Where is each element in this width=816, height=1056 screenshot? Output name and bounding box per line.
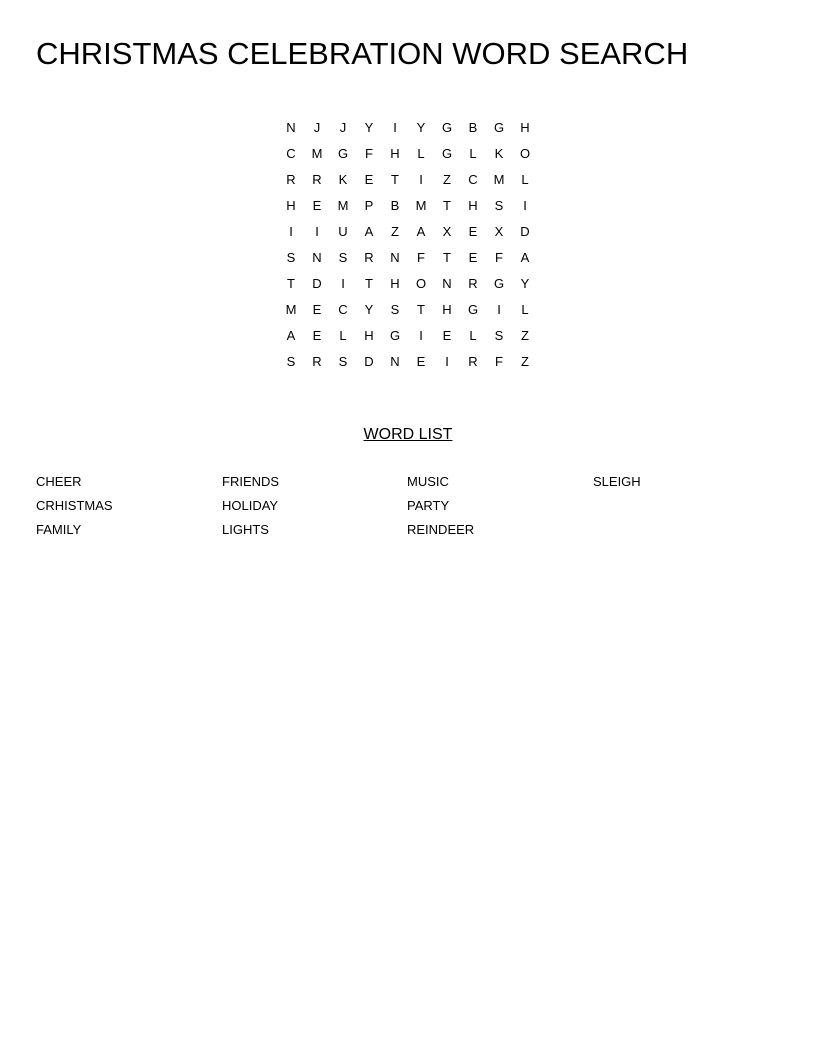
grid-letter: B xyxy=(468,120,478,135)
grid-row xyxy=(278,297,538,323)
grid-letter: E xyxy=(312,198,322,213)
grid-letter: G xyxy=(337,146,349,161)
grid-letter: X xyxy=(494,224,504,239)
grid-letter: K xyxy=(494,146,504,161)
grid-letter: G xyxy=(467,302,479,317)
grid-letter: Y xyxy=(416,120,426,135)
grid-letter: G xyxy=(441,120,453,135)
grid-letter: L xyxy=(417,146,425,161)
grid-letter: H xyxy=(390,146,400,161)
grid-letter: F xyxy=(365,146,373,161)
grid-letter: F xyxy=(495,354,503,369)
grid-letter: S xyxy=(338,250,348,265)
grid-letter: O xyxy=(519,146,531,161)
grid-letter: Z xyxy=(521,328,529,343)
grid-letter: L xyxy=(469,328,477,343)
grid-letter: M xyxy=(493,172,505,187)
grid-letter: R xyxy=(468,276,478,291)
grid-letter: R xyxy=(286,172,296,187)
grid-row xyxy=(278,193,538,219)
grid-letter: C xyxy=(286,146,296,161)
grid-letter: P xyxy=(364,198,374,213)
grid-letter: I xyxy=(419,172,423,187)
grid-letter: H xyxy=(364,328,374,343)
grid-letter: N xyxy=(390,250,400,265)
grid-letter: L xyxy=(521,302,529,317)
grid-letter: S xyxy=(286,250,296,265)
grid-letter: T xyxy=(365,276,373,291)
grid-letter: A xyxy=(520,250,530,265)
grid-row xyxy=(278,271,538,297)
grid-letter: H xyxy=(390,276,400,291)
page-title: CHRISTMAS CELEBRATION WORD SEARCH xyxy=(36,36,689,71)
grid-letter: T xyxy=(443,250,451,265)
grid-letter: E xyxy=(312,328,322,343)
word-list-item: PARTY xyxy=(407,498,450,513)
word-list-column xyxy=(222,470,279,542)
word-list-column xyxy=(36,470,113,542)
grid-letter: F xyxy=(417,250,425,265)
word-list-item: HOLIDAY xyxy=(222,498,279,513)
grid-letter: N xyxy=(312,250,322,265)
grid-letter: N xyxy=(442,276,452,291)
grid-letter: E xyxy=(416,354,426,369)
grid-letter: T xyxy=(287,276,295,291)
grid-letter: K xyxy=(338,172,348,187)
word-list-column xyxy=(593,470,641,494)
grid-letter: C xyxy=(468,172,478,187)
grid-letter: H xyxy=(286,198,296,213)
grid-letter: A xyxy=(286,328,296,343)
grid-letter: R xyxy=(312,172,322,187)
grid-letter: L xyxy=(521,172,529,187)
grid-row xyxy=(278,245,538,271)
grid-letter: I xyxy=(419,328,423,343)
grid-letter: E xyxy=(312,302,322,317)
grid-row xyxy=(278,349,538,375)
word-list-item: CRHISTMAS xyxy=(36,498,113,513)
grid-row xyxy=(278,141,538,167)
grid-letter: R xyxy=(312,354,322,369)
grid-letter: T xyxy=(391,172,399,187)
word-list-item: MUSIC xyxy=(407,474,449,489)
grid-letter: I xyxy=(393,120,397,135)
grid-letter: A xyxy=(364,224,374,239)
grid-letter: M xyxy=(337,198,349,213)
grid-letter: L xyxy=(339,328,347,343)
grid-letter: N xyxy=(286,120,296,135)
grid-letter: E xyxy=(442,328,452,343)
grid-letter: L xyxy=(469,146,477,161)
grid-row xyxy=(278,219,538,245)
grid-letter: H xyxy=(520,120,530,135)
grid-letter: G xyxy=(389,328,401,343)
grid-letter: O xyxy=(415,276,427,291)
grid-letter: T xyxy=(417,302,425,317)
grid-letter: R xyxy=(364,250,374,265)
word-search-grid xyxy=(278,115,538,375)
grid-letter: M xyxy=(311,146,323,161)
grid-letter: M xyxy=(285,302,297,317)
grid-letter: S xyxy=(286,354,296,369)
grid-letter: D xyxy=(312,276,322,291)
grid-letter: S xyxy=(338,354,348,369)
grid-letter: Y xyxy=(520,276,530,291)
grid-letter: F xyxy=(495,250,503,265)
grid-letter: H xyxy=(442,302,452,317)
word-list-item: LIGHTS xyxy=(222,522,269,537)
grid-letter: Z xyxy=(443,172,451,187)
grid-letter: B xyxy=(390,198,400,213)
grid-letter: Y xyxy=(364,302,374,317)
grid-row xyxy=(278,115,538,141)
grid-letter: C xyxy=(338,302,348,317)
word-list-item: CHEER xyxy=(36,474,82,489)
grid-letter: G xyxy=(441,146,453,161)
grid-letter: T xyxy=(443,198,451,213)
grid-letter: I xyxy=(341,276,345,291)
grid-letter: E xyxy=(364,172,374,187)
grid-letter: I xyxy=(523,198,527,213)
grid-letter: I xyxy=(445,354,449,369)
grid-row xyxy=(278,323,538,349)
grid-letter: I xyxy=(289,224,293,239)
grid-letter: X xyxy=(442,224,452,239)
grid-letter: G xyxy=(493,276,505,291)
grid-row xyxy=(278,167,538,193)
grid-letter: I xyxy=(315,224,319,239)
grid-letter: M xyxy=(415,198,427,213)
grid-letter: I xyxy=(497,302,501,317)
word-list-item: REINDEER xyxy=(407,522,475,537)
grid-letter: Z xyxy=(391,224,399,239)
grid-letter: Y xyxy=(364,120,374,135)
word-list-column xyxy=(407,470,474,542)
grid-letter: Z xyxy=(521,354,529,369)
grid-letter: A xyxy=(416,224,426,239)
grid-letter: N xyxy=(390,354,400,369)
grid-letter: D xyxy=(364,354,374,369)
word-list xyxy=(0,470,816,550)
word-list-heading: WORD LIST xyxy=(363,426,453,443)
grid-letter: J xyxy=(313,120,321,135)
grid-letter: U xyxy=(338,224,348,239)
grid-letter: S xyxy=(494,198,504,213)
grid-letter: D xyxy=(520,224,530,239)
word-list-item: SLEIGH xyxy=(593,474,641,489)
grid-letter: S xyxy=(494,328,504,343)
grid-letter: E xyxy=(468,224,478,239)
word-list-item: FRIENDS xyxy=(222,474,280,489)
grid-letter: H xyxy=(468,198,478,213)
grid-letter: G xyxy=(493,120,505,135)
grid-letter: E xyxy=(468,250,478,265)
grid-letter: S xyxy=(390,302,400,317)
word-list-item: FAMILY xyxy=(36,522,82,537)
grid-letter: J xyxy=(339,120,347,135)
grid-letter: R xyxy=(468,354,478,369)
